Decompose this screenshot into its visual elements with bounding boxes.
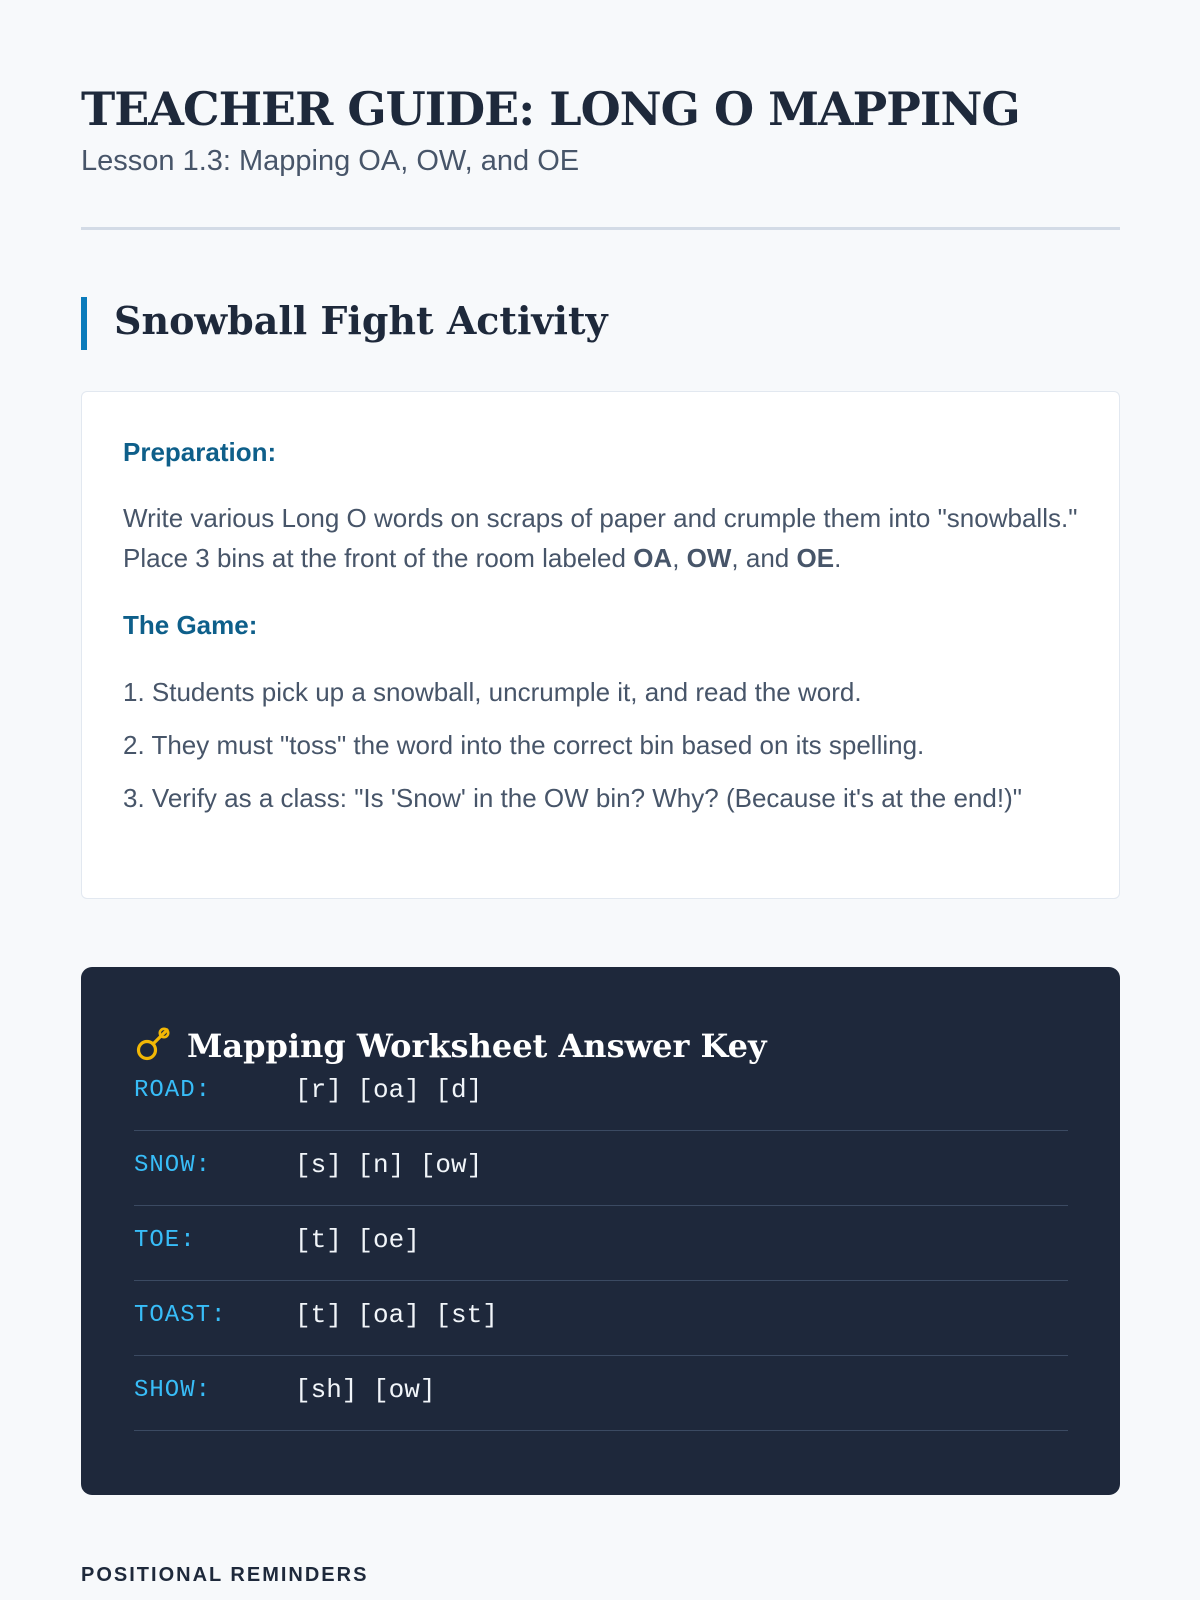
game-step: 2. They must "toss" the word into the correct bin based on its spelling. [123,730,925,760]
preparation-text-body: Write various Long O words on scraps of paper and crumple them into "snowballs." Place 3 bins at the front of the room labeled [123,503,1078,573]
answer-key-mapping: [r] [oa] [d] [295,1075,483,1105]
game-step: 3. Verify as a class: "Is 'Snow' in the OW bin? Why? (Because it's at the end!)" [123,783,1022,813]
answer-key-word: SHOW: [134,1377,212,1404]
answer-key-word: TOAST: [134,1302,227,1329]
bin-separator: , and [731,543,797,573]
answer-key-mapping: [t] [oe] [295,1225,420,1255]
section-accent-bar [81,297,87,350]
activity-card [81,391,1120,899]
bin-label-oe: OE [796,543,835,573]
bin-label-ow: OW [686,543,732,573]
bin-label-oa: OA [633,543,673,573]
activity-section-title: Snowball Fight Activity [114,298,608,343]
answer-key-card [81,967,1120,1495]
answer-key-row [134,1355,1068,1431]
answer-key-word: TOE: [134,1227,196,1254]
answer-key-row [134,1130,1068,1206]
sentence-end: . [834,543,842,573]
preparation-text [123,498,1083,578]
answer-key-row [134,1055,1068,1131]
game-label: The Game: [123,610,258,640]
page-subtitle: Lesson 1.3: Mapping OA, OW, and OE [81,145,580,177]
answer-key-title: Mapping Worksheet Answer Key [187,1027,767,1065]
title-divider [81,227,1120,230]
answer-key-mapping: [s] [n] [ow] [295,1150,483,1180]
bin-separator: , [672,543,687,573]
positional-reminders-heading: POSITIONAL REMINDERS [81,1564,369,1586]
answer-key-word: ROAD: [134,1077,212,1104]
answer-key-row [134,1205,1068,1281]
game-step: 1. Students pick up a snowball, uncrumple it, and read the word. [123,677,862,707]
preparation-label: Preparation: [123,437,277,467]
answer-key-word: SNOW: [134,1152,212,1179]
answer-key-mapping: [t] [oa] [st] [295,1300,498,1330]
answer-key-mapping: [sh] [ow] [295,1375,436,1405]
answer-key-row [134,1280,1068,1356]
page-title: TEACHER GUIDE: LONG O MAPPING [81,82,1020,136]
